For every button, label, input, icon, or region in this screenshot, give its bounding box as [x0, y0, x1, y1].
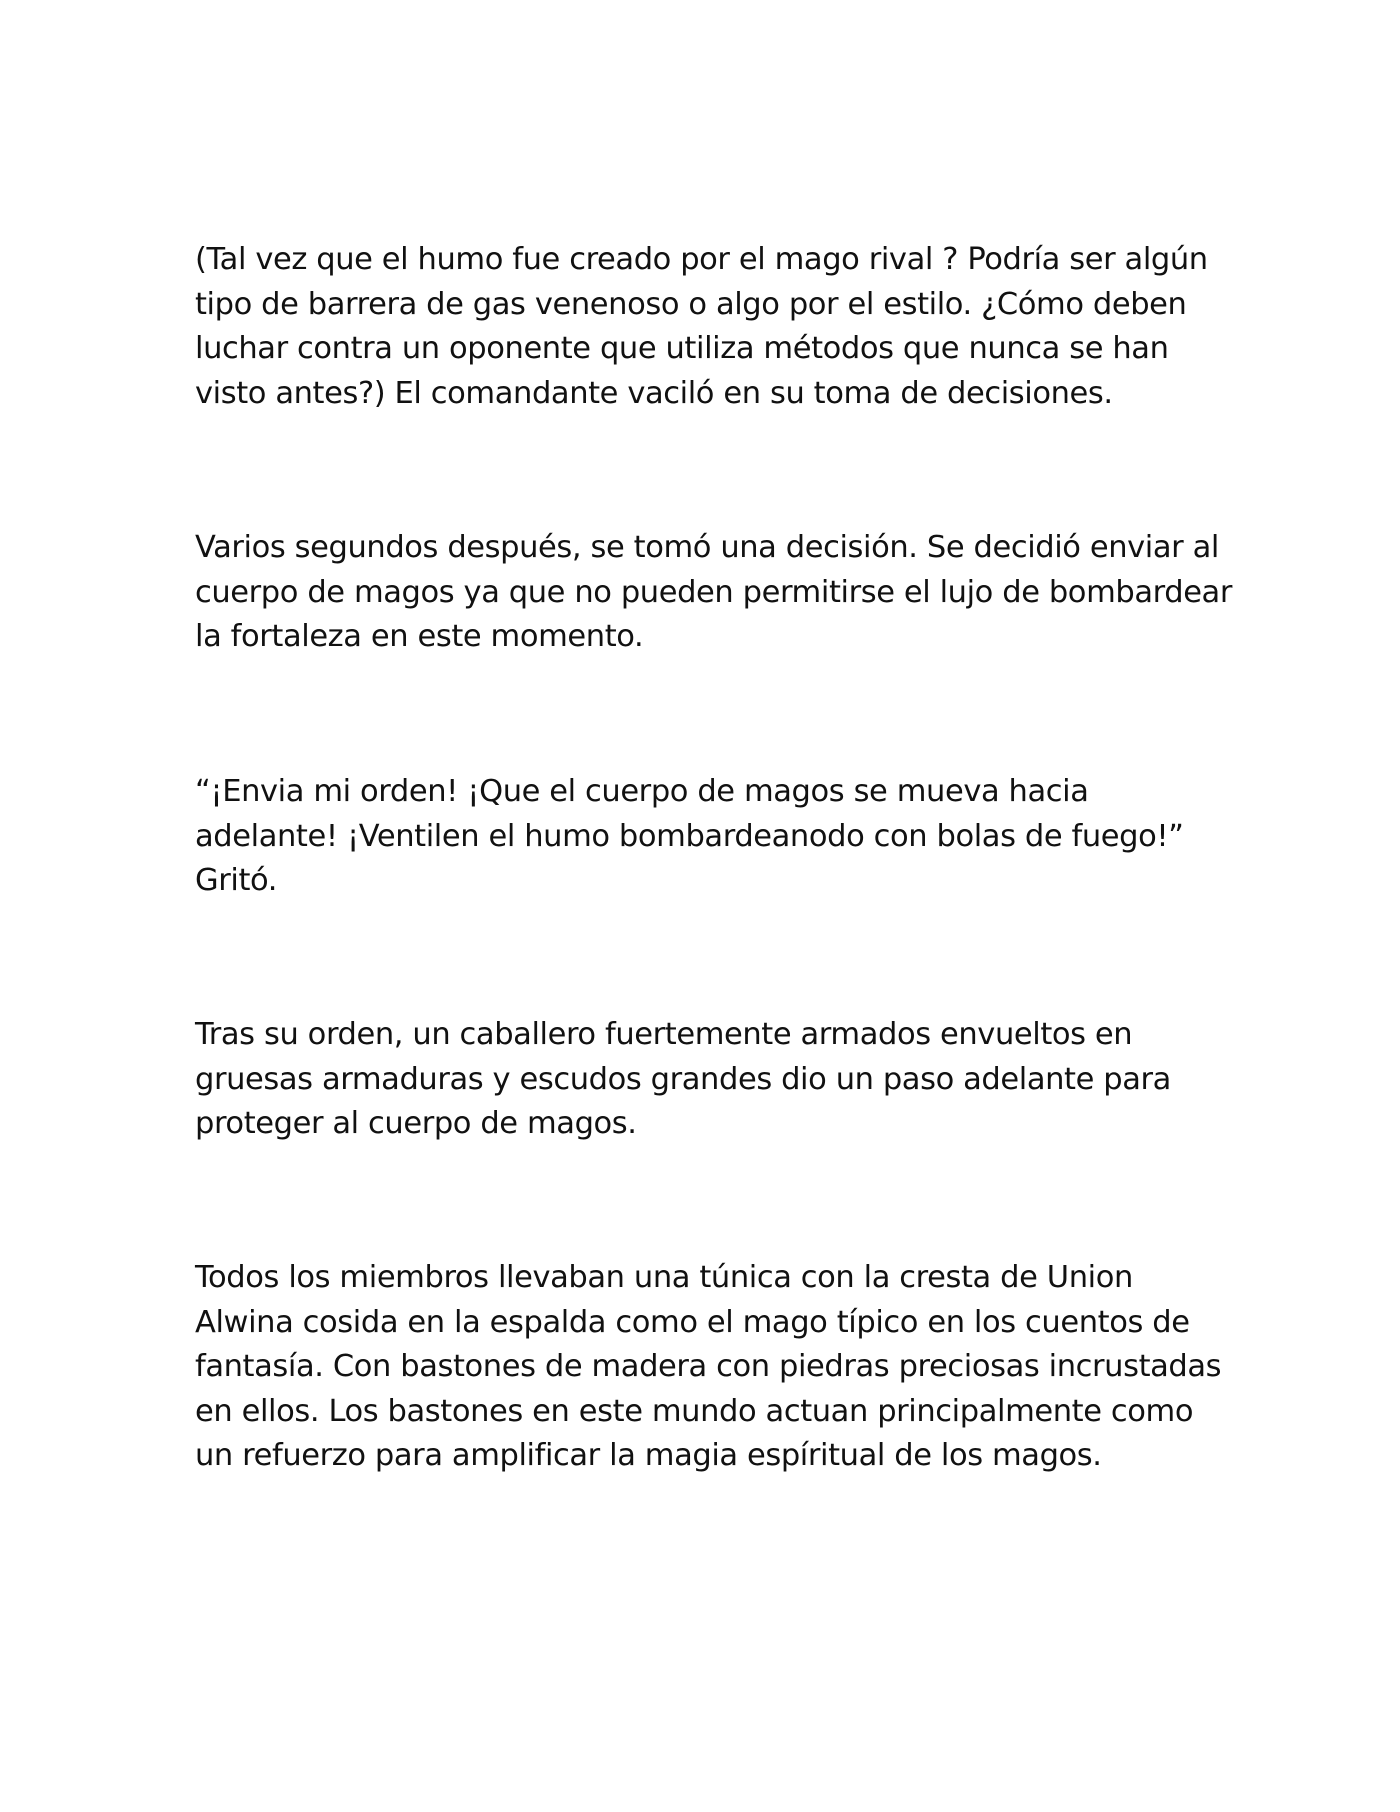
- paragraph-4: Tras su orden, un caballero fuertemente armados envueltos en gruesas armaduras y escudos grandes dio un paso adelante para proteger al cuerpo de magos.: [195, 1017, 1171, 1141]
- paragraph-3: “¡Envia mi orden! ¡Que el cuerpo de magos se mueva hacia adelante! ¡Ventilen el humo bombardeanodo con bolas de fuego!” Gritó.: [195, 774, 1184, 898]
- paragraph-5: Todos los miembros llevaban una túnica con la cresta de Union Alwina cosida en la espalda como el mago típico en los cuentos de fantasía. Con bastones de madera con piedras preciosas incrustadas en ellos. Los bastones en este mundo actuan principalmente como un refuerzo para amplificar la magia espíritual de los magos.: [195, 1260, 1222, 1473]
- paragraph-1: (Tal vez que el humo fue creado por el mago rival ? Podría ser algún tipo de barrera de gas venenoso o algo por el estilo. ¿Cómo deben luchar contra un oponente que utiliza métodos que nunca se han visto antes?) El comandante vaciló en su toma de decisiones.: [195, 242, 1208, 411]
- paragraph-2: Varios segundos después, se tomó una decisión. Se decidió enviar al cuerpo de magos ya que no pueden permitirse el lujo de bombardear la fortaleza en este momento.: [195, 530, 1232, 654]
